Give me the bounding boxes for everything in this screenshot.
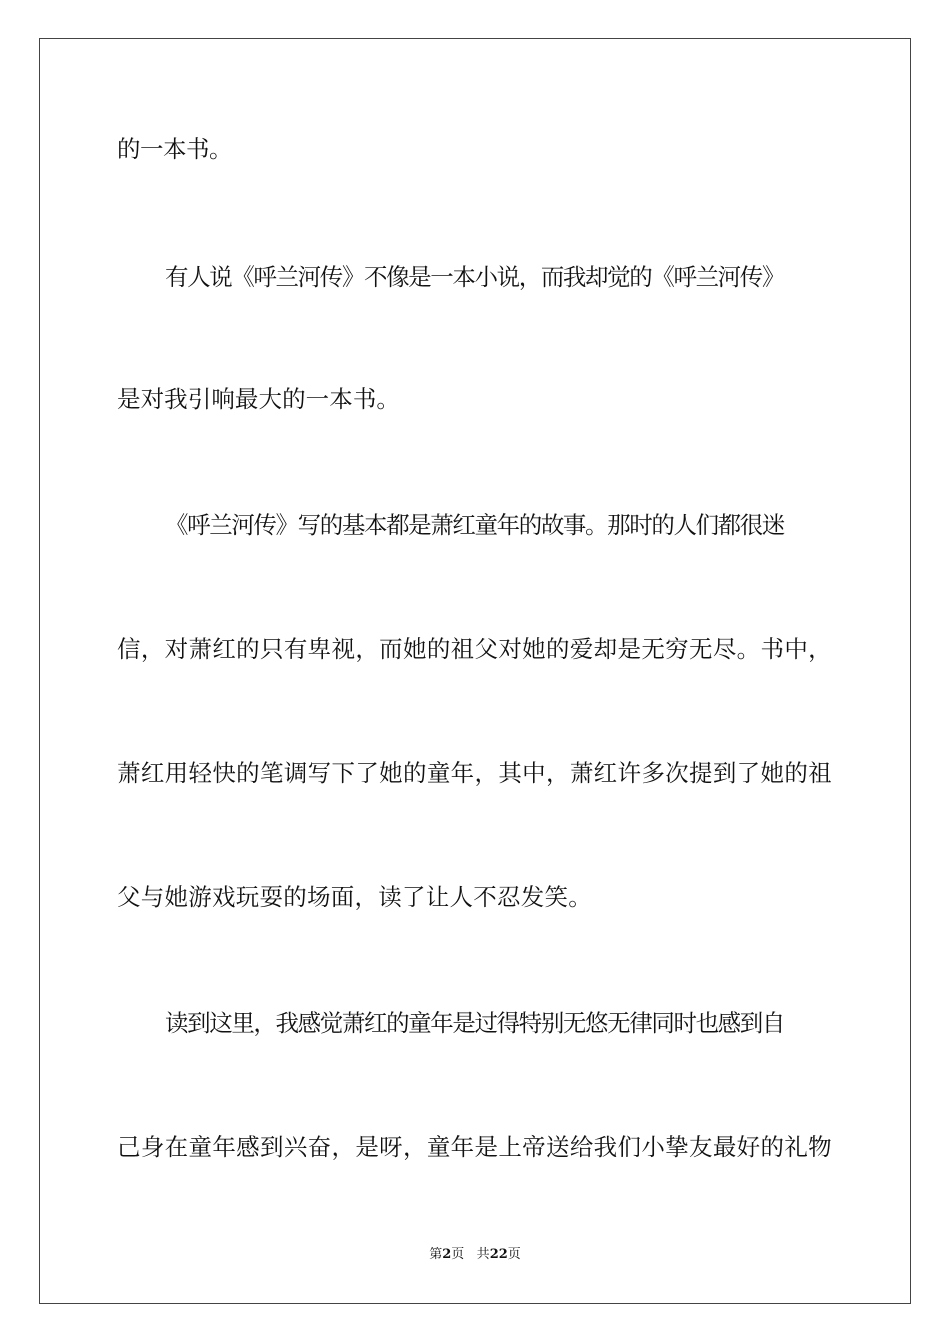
total-pages: 22 xyxy=(489,1247,508,1262)
total-prefix: 共 xyxy=(476,1247,490,1262)
page-number: 2 xyxy=(442,1247,452,1262)
page-border xyxy=(39,38,911,1304)
paragraph-2-line-4: 父与她游戏玩耍的场面，读了让人不忍发笑。 xyxy=(117,883,592,911)
text-line-1: 的一本书。 xyxy=(117,135,232,163)
paragraph-3-line-2: 己身在童年感到兴奋，是呀，童年是上帝送给我们小挚友最好的礼物 xyxy=(117,1133,832,1161)
paragraph-2-line-2: 信，对萧红的只有卑视，而她的祖父对她的爱却是无穷无尽。书中， xyxy=(117,635,832,663)
paragraph-2-line-1: 《呼兰河传》写的基本都是萧红童年的故事。那时的人们都很迷 xyxy=(165,511,784,539)
paragraph-2-line-3: 萧红用轻快的笔调写下了她的童年，其中，萧红许多次提到了她的祖 xyxy=(117,759,832,787)
paragraph-1-line-2: 是对我引响最大的一本书。 xyxy=(117,385,400,413)
page-suffix: 页 xyxy=(451,1247,465,1262)
total-suffix: 页 xyxy=(507,1247,521,1262)
page-prefix: 第 xyxy=(429,1247,443,1262)
paragraph-3-line-1: 读到这里，我感觉萧红的童年是过得特别无悠无律同时也感到自 xyxy=(165,1009,784,1037)
page-footer xyxy=(0,1247,950,1263)
paragraph-1-line-1: 有人说《呼兰河传》不像是一本小说，而我却觉的《呼兰河传》 xyxy=(165,263,784,291)
